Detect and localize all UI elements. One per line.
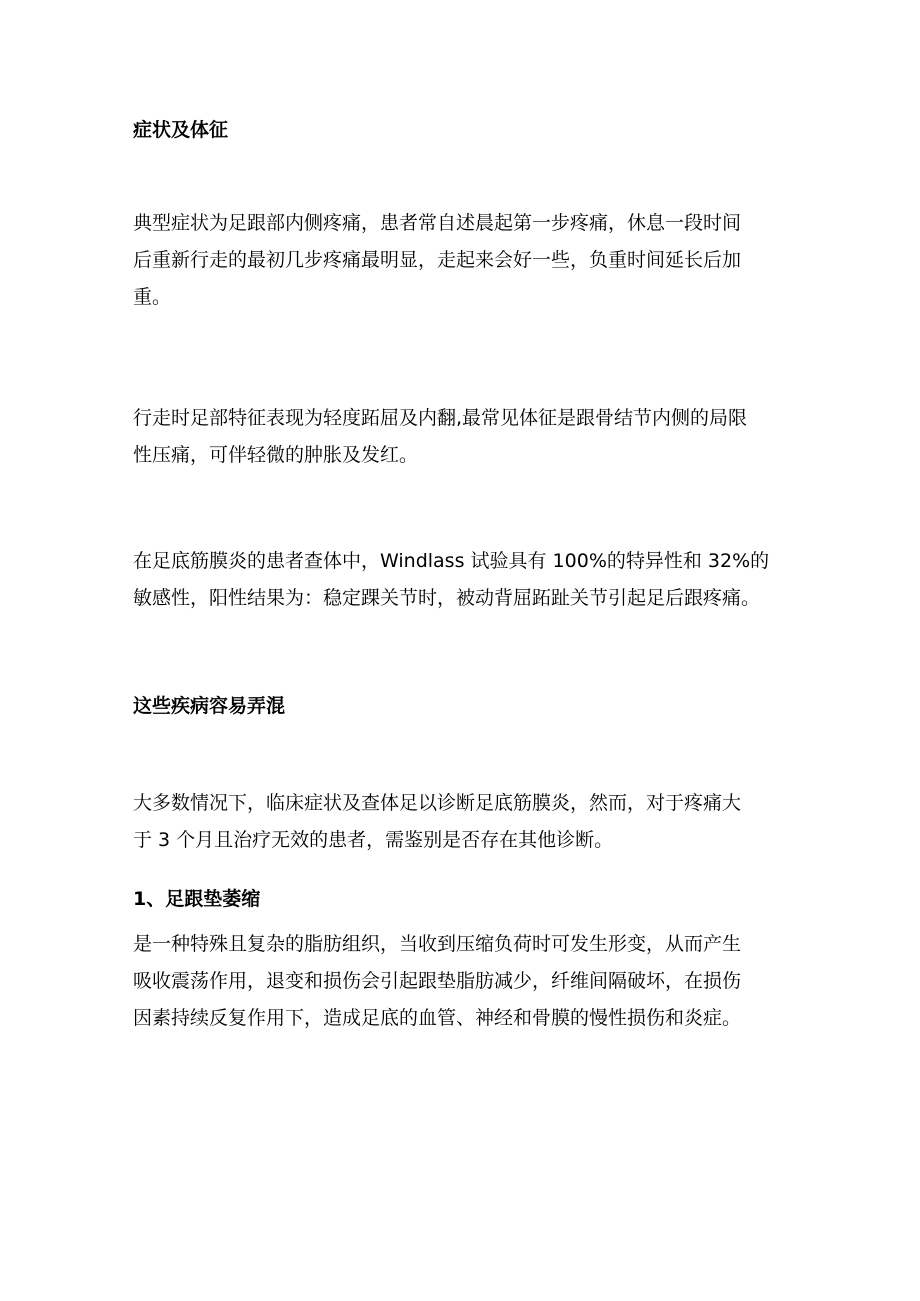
subheading-heel-pad-atrophy: 1、足跟垫萎缩 [133, 888, 261, 910]
paragraph-differential-intro [133, 785, 793, 859]
text-line: 重。 [133, 286, 172, 308]
paragraph-windlass-test [133, 543, 793, 617]
text-line: 吸收震荡作用，退变和损伤会引起跟垫脂肪减少，纤维间隔破坏，在损伤 [133, 970, 742, 992]
paragraph-physical-signs [133, 400, 793, 474]
text-line: 行走时足部特征表现为轻度跖屈及内翻,最常见体征是跟骨结节内侧的局限 [133, 407, 748, 429]
text-line: 典型症状为足跟部内侧疼痛，患者常自述晨起第一步疼痛，休息一段时间 [133, 212, 742, 234]
text-line: 性压痛，可伴轻微的肿胀及发红。 [133, 444, 419, 466]
text-line: 于 3 个月且治疗无效的患者，需鉴别是否存在其他诊断。 [133, 829, 614, 851]
section-heading-differential: 这些疾病容易弄混 [133, 695, 286, 717]
paragraph-typical-symptoms [133, 205, 793, 316]
text-line: 敏感性，阳性结果为：稳定踝关节时，被动背屈跖趾关节引起足后跟疼痛。 [133, 587, 761, 609]
section-heading-symptoms: 症状及体征 [133, 119, 229, 141]
text-line: 因素持续反复作用下，造成足底的血管、神经和骨膜的慢性损伤和炎症。 [133, 1007, 742, 1029]
text-line: 后重新行走的最初几步疼痛最明显，走起来会好一些，负重时间延长后加 [133, 249, 742, 271]
text-line: 在足底筋膜炎的患者查体中，Windlass 试验具有 100%的特异性和 32%的 [133, 550, 770, 572]
text-line: 大多数情况下，临床症状及查体足以诊断足底筋膜炎，然而，对于疼痛大 [133, 792, 742, 814]
text-line: 是一种特殊且复杂的脂肪组织，当收到压缩负荷时可发生形变，从而产生 [133, 933, 742, 955]
paragraph-heel-pad-description [133, 926, 793, 1037]
